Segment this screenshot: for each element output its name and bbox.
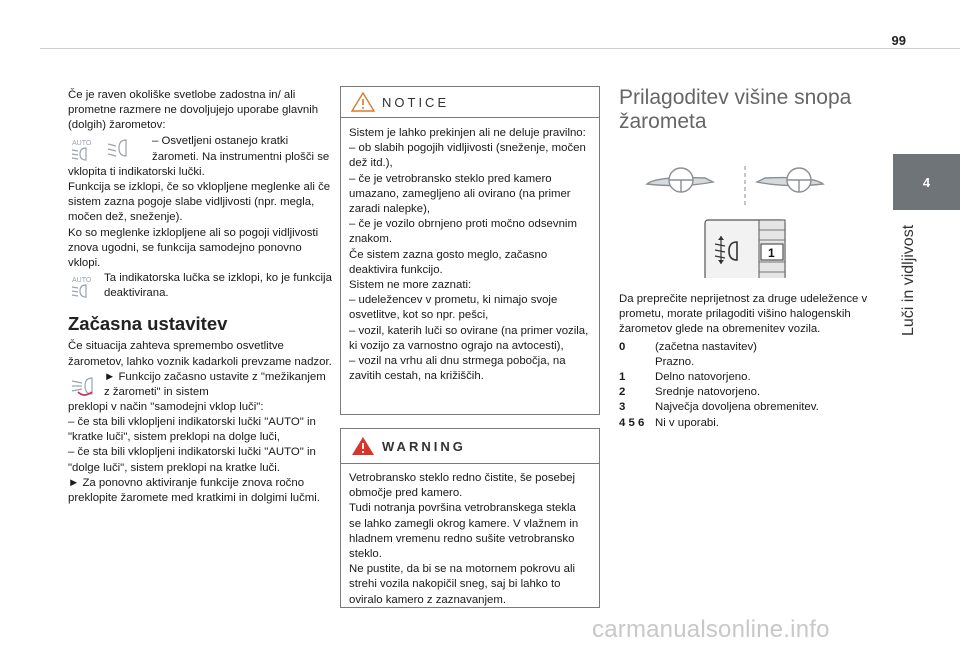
- notice-line: – če je vetrobransko steklo pred kamero umazano, zamegljeno ali ovirano (na primer zaradi nalepke),: [349, 172, 571, 216]
- watermark: carmanualsonline.info: [592, 616, 830, 643]
- level-desc-text: Največja dovoljena obremenitev.: [655, 401, 819, 414]
- notice-line: – vozil na vrhu ali dnu strmega pobočja, na zavitih cestah, na križiščih.: [349, 355, 566, 383]
- auto-off-icon: [68, 273, 98, 299]
- warning-line: Vetrobransko steklo redno čistite, še posebej območje pred kamero.: [349, 472, 576, 500]
- section-heading-beam: Prilagoditev višine snopa žarometa: [619, 86, 852, 133]
- warning-header: [341, 429, 599, 463]
- notice-line: – če je vozilo obrnjeno proti močno odsevnim znakom.: [349, 218, 577, 246]
- chapter-title: Luči in vidljivost: [900, 224, 917, 336]
- notice-label: NOTICE: [382, 94, 450, 110]
- warning-label: WARNING: [382, 438, 466, 454]
- notice-line: – udeležencev v prometu, ki nimajo svoje osvetlitve, kot so npr. pešci,: [349, 294, 558, 322]
- notice-line: Če sistem zazna gosto meglo, začasno deaktivira funkcijo.: [349, 248, 548, 276]
- suspend-intro: Če situacija zahteva spremembo osvetlitve žarometov, lahko voznik kadarkoli prevzame nadzor.: [68, 340, 332, 368]
- column-auto-lights: [68, 88, 334, 506]
- level-desc-text: Delno natovorjeno.: [655, 371, 751, 384]
- indicator-dash-text: – Osvetljeni ostanejo kratki: [152, 134, 289, 147]
- beam-intro: Da preprečite neprijetnost za druge udeležence v prometu, morate prilagoditi višino halogenskih žarometov glede na obremenitev vozila.: [619, 293, 868, 336]
- notice-header: [341, 87, 599, 118]
- flash-instruction-cont: preklopi v način "samodejni vklop luči":: [68, 400, 264, 413]
- warning-line: Tudi notranja površina vetrobranskega stekla se lahko zamegli okrog kamere. V vlažnem in hladnem vremenu redno sušite vetrobransko steklo.: [349, 502, 579, 561]
- notice-line: Sistem je lahko prekinjen ali ne deluje pravilno:: [349, 127, 586, 139]
- page-number: 99: [891, 33, 906, 48]
- level-key: 4 5 6: [619, 416, 645, 429]
- warning-triangle-icon: [350, 435, 376, 457]
- indicator-dash-continuation: žarometi. Na instrumentni plošči se vklopita ti indikatorski lučki.: [68, 150, 330, 178]
- level-desc-text: (začetna nastavitev): [655, 340, 757, 353]
- steering-wheel-right-icon: [757, 168, 823, 192]
- warning-line: Ne pustite, da bi se na motornem pokrovu ali strehi vozila nakopičil sneg, saj bi lahko to oviralo kamero z zaznavanjem.: [349, 563, 576, 606]
- level-row: [619, 416, 819, 431]
- case-auto-high: – če sta bili vklopljeni indikatorski lučki "AUTO" in "dolge luči", sistem preklopi na kratke luči.: [68, 446, 316, 474]
- case-auto-low: – če sta bili vklopljeni indikatorski lučki "AUTO" in "kratke luči", sistem preklopi na dolge luči,: [68, 416, 316, 444]
- deactivated-text: Ta indikatorska lučka se izklopi, ko je funkcija deaktivirana.: [104, 272, 332, 300]
- auto-low-beam-icons: [68, 136, 138, 162]
- beam-adjust-illustration: [619, 146, 869, 278]
- auto-headlight-icon: [72, 140, 92, 160]
- level-key: 2: [619, 386, 626, 399]
- section-heading-suspend: Začasna ustavitev: [68, 313, 228, 335]
- deactivated-row: [68, 271, 334, 302]
- reactivation-text: Ko so meglenke izklopljene ali so pogoji vidljivosti znova ugodni, se funkcija samodejno ponovno vklopi.: [68, 226, 319, 270]
- level-desc-text: Srednje natovorjeno.: [655, 386, 761, 399]
- level-row: [619, 370, 819, 385]
- headlight-flash-icon: [68, 374, 98, 398]
- notice-line: – vozil, katerih luči so ovirane (na primer vozila, ki vozijo za varnostno ograjo na avtocesti),: [349, 324, 589, 352]
- level-row: [619, 400, 819, 415]
- load-levels-table: [619, 340, 819, 431]
- flash-row: [68, 370, 334, 400]
- flash-instruction: ► Funkcijo začasno ustavite z "mežikanjem z žarometi" in sistem: [104, 370, 326, 399]
- level-desc: [655, 385, 819, 400]
- auto-text: AUTO: [72, 139, 92, 147]
- level-key: 0: [619, 340, 626, 353]
- level-row: [619, 340, 819, 370]
- warning-box: [340, 428, 600, 608]
- notice-line: Sistem ne more zaznati:: [349, 279, 472, 292]
- notice-box: [340, 86, 600, 415]
- top-divider: [40, 48, 960, 49]
- steering-wheel-left-icon: [647, 168, 713, 192]
- column-beam-height: [619, 86, 873, 431]
- level-desc-text: Ni v uporabi.: [655, 416, 719, 429]
- notice-line: – ob slabih pogojih vidljivosti (sneženje, močen dež itd.),: [349, 142, 586, 170]
- indicator-row: [68, 134, 334, 164]
- intro-text: Če je raven okoliške svetlobe zadostna in/ ali prometne razmere ne dovoljujejo uporabe glavnih (dolgih) žarometov:: [68, 89, 319, 132]
- notice-triangle-icon: [350, 91, 376, 113]
- reactivate-instruction: ► Za ponovno aktiviranje funkcije znova ročno preklopite žaromete med kratkimi in dolgimi lučmi.: [68, 476, 320, 505]
- level-row: [619, 385, 819, 400]
- level-desc: [655, 370, 819, 385]
- chapter-number: 4: [922, 174, 931, 190]
- beam-height-dial-icon: [705, 220, 785, 278]
- level-desc: [655, 400, 819, 415]
- low-beam-icon: [108, 140, 126, 156]
- level-desc-text-2: Prazno.: [655, 355, 695, 368]
- fog-deactivation-text: Funkcija se izklopi, če so vklopljene meglenke ali če sistem zazna pogoje slabe vidljivosti (npr. megla, močen dež, sneženje).: [68, 181, 331, 224]
- level-desc: [655, 416, 819, 431]
- notice-content: [341, 118, 599, 384]
- level-key: 3: [619, 401, 626, 414]
- level-desc: [655, 340, 819, 370]
- warning-content: [341, 464, 599, 608]
- auto-text: AUTO: [72, 277, 92, 285]
- level-key: 1: [619, 371, 626, 384]
- dial-value-text: 1: [768, 246, 775, 260]
- chapter-title-vertical: [896, 200, 926, 340]
